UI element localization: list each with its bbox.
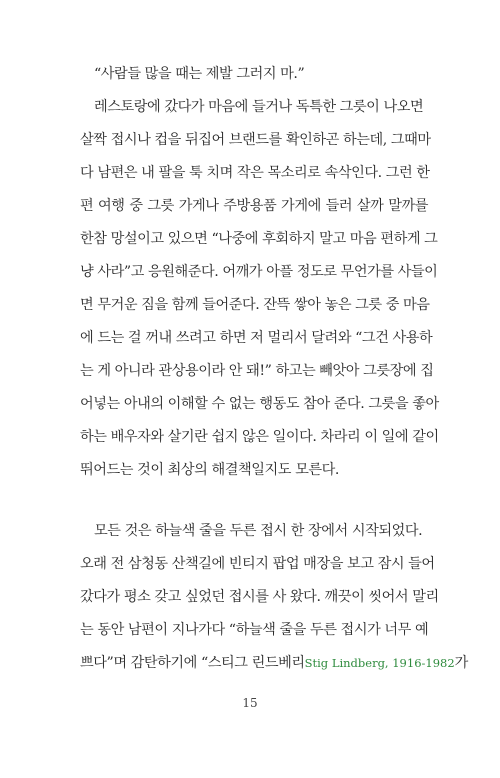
text-line: 한참 망설이고 있으면 “나중에 후회하지 말고 마음 편하게 그 (80, 231, 438, 247)
text-fragment: 가 (454, 655, 468, 671)
page-number: 15 (242, 696, 258, 710)
text-line: 하는 배우자와 살기란 쉽지 않은 일이다. 차라리 이 일에 같이 (80, 429, 439, 445)
page-body (80, 58, 468, 680)
text-line: 편 여행 중 그릇 가게나 주방용품 가게에 들러 살까 말까를 (80, 198, 428, 214)
text-line: 에 드는 걸 꺼내 쓰려고 하면 저 멀리서 달려와 “그건 사용하 (80, 330, 433, 346)
text-line: 냥 사라”고 응원해준다. 어깨가 아플 정도로 무언가를 사들이 (80, 264, 438, 280)
text-line: 갔다가 평소 갖고 싶었던 접시를 사 왔다. 깨끗이 씻어서 말리 (80, 589, 439, 605)
text-fragment: 쁘다”며 감탄하기에 “스티그 린드베리 (80, 655, 305, 671)
text-line: 레스토랑에 갔다가 마음에 들거나 독특한 그릇이 나오면 (94, 99, 424, 115)
text-line: 모든 것은 하늘색 줄을 두른 접시 한 장에서 시작되었다. (94, 523, 423, 539)
text-line (80, 647, 468, 680)
text-line: 다 남편은 내 팔을 툭 치며 작은 목소리로 속삭인다. 그런 한 (80, 165, 430, 181)
paragraph-gap (80, 487, 428, 515)
designer-name-english: Stig Lindberg, 1916-1982 (304, 656, 455, 670)
quote-line: “사람들 많을 때는 제발 그러지 마.” (94, 66, 305, 82)
text-line: 어넣는 아내의 이해할 수 없는 행동도 참아 준다. 그릇을 좋아 (80, 396, 439, 412)
text-line: 오래 전 삼청동 산책길에 빈티지 팝업 매장을 보고 잠시 들어 (80, 556, 435, 572)
text-line: 는 동안 남편이 지나가다 “하늘색 줄을 두른 접시가 너무 예 (80, 622, 429, 638)
text-line: 는 게 아니라 관상용이라 안 돼!” 하고는 빼앗아 그릇장에 집 (80, 363, 434, 379)
paragraph-1 (80, 58, 439, 487)
text-line: 살짝 접시나 컵을 뒤집어 브랜드를 확인하곤 하는데, 그때마 (80, 132, 431, 148)
text-line: 뛰어드는 것이 최상의 해결책일지도 모른다. (80, 462, 339, 478)
paragraph-2 (80, 515, 468, 680)
text-line: 면 무거운 짐을 함께 들어준다. 잔뜩 쌓아 놓은 그릇 중 마음 (80, 297, 430, 313)
